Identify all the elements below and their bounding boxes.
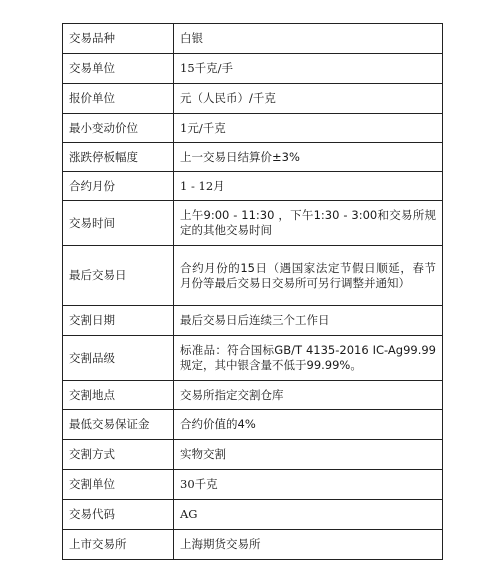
table-row [63, 530, 443, 560]
table-row [63, 500, 443, 530]
row-label: 交割地点 [63, 381, 174, 410]
row-value-text: 上午9:00 - 11:30 ，下午1:30 - 3:00和交易所规定的其他交易时间 [180, 208, 436, 237]
row-label: 交易品种 [63, 24, 174, 54]
row-label: 交易代码 [63, 500, 174, 530]
row-label: 交易单位 [63, 54, 174, 84]
table-row [63, 84, 443, 114]
row-value-text: 合约月份的15日（遇国家法定节假日顺延，春节月份等最后交易日交易所可另行调整并通知） [180, 260, 436, 290]
row-label: 最后交易日 [63, 246, 174, 306]
row-value [174, 246, 443, 306]
row-value: 15千克/手 [174, 54, 443, 84]
row-label: 交割方式 [63, 440, 174, 470]
row-value: 白银 [174, 24, 443, 54]
row-value [174, 201, 443, 246]
table-row [63, 440, 443, 470]
row-label: 涨跌停板幅度 [63, 143, 174, 172]
row-value: 上海期货交易所 [174, 530, 443, 560]
row-value: 最后交易日后连续三个工作日 [174, 306, 443, 336]
row-label: 报价单位 [63, 84, 174, 114]
row-label: 交割品级 [63, 336, 174, 381]
row-value: 上一交易日结算价±3% [174, 143, 443, 172]
table-row [63, 201, 443, 246]
row-value: 1 - 12月 [174, 172, 443, 201]
row-value: 30千克 [174, 470, 443, 500]
row-value: AG [174, 500, 443, 530]
table-row [63, 336, 443, 381]
row-value: 1元/千克 [174, 114, 443, 143]
row-label: 最低交易保证金 [63, 410, 174, 440]
table-row [63, 246, 443, 306]
row-label: 交易时间 [63, 201, 174, 246]
table-row [63, 410, 443, 440]
table-row [63, 381, 443, 410]
row-label: 合约月份 [63, 172, 174, 201]
row-label: 最小变动价位 [63, 114, 174, 143]
row-value: 实物交割 [174, 440, 443, 470]
contract-spec-table [62, 23, 443, 560]
table-row [63, 172, 443, 201]
table-row [63, 54, 443, 84]
table-row [63, 306, 443, 336]
row-value-text: 标准品：符合国标GB/T 4135-2016 IC-Ag99.99规定，其中银含量不低于99.99%。 [180, 343, 436, 372]
row-label: 上市交易所 [63, 530, 174, 560]
table-row [63, 143, 443, 172]
row-label: 交割单位 [63, 470, 174, 500]
row-value [174, 336, 443, 381]
table-row [63, 470, 443, 500]
row-value: 合约价值的4% [174, 410, 443, 440]
table-row [63, 114, 443, 143]
row-value: 元（人民币）/千克 [174, 84, 443, 114]
row-label: 交割日期 [63, 306, 174, 336]
table-row [63, 24, 443, 54]
row-value: 交易所指定交割仓库 [174, 381, 443, 410]
